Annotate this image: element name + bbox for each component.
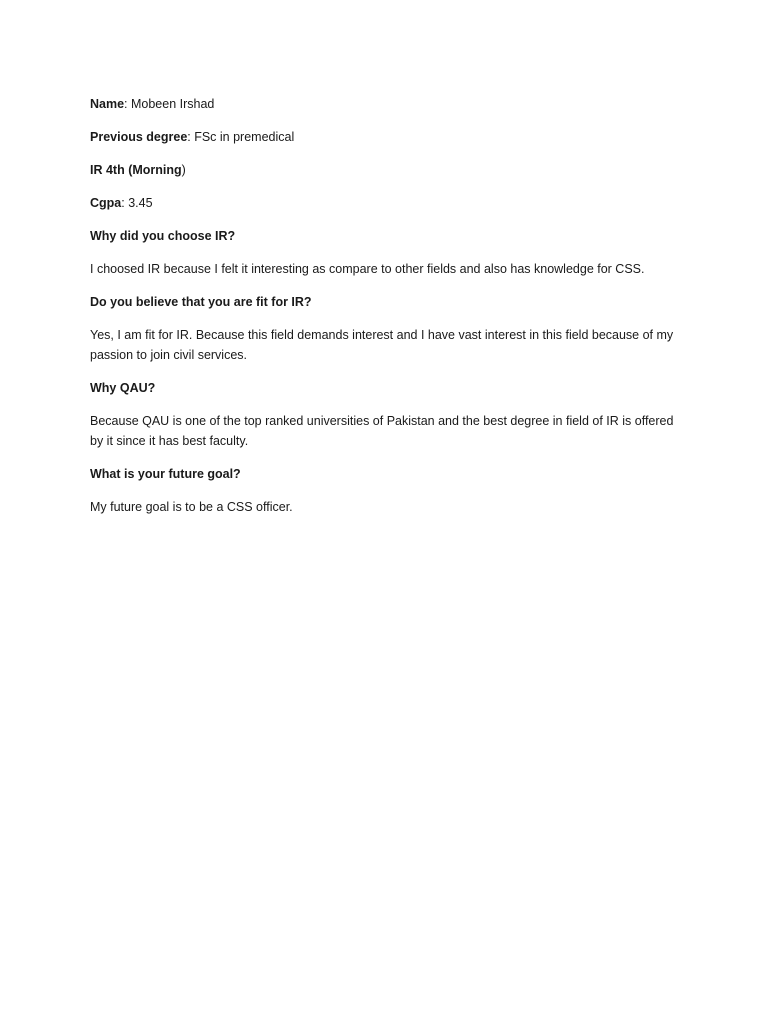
name-line <box>90 94 690 114</box>
question-why-qau: Why QAU? <box>90 381 156 395</box>
name-label: Name <box>90 97 125 111</box>
question-choose-ir: Why did you choose IR? <box>90 229 236 243</box>
program-line <box>90 160 690 180</box>
answer-future-goal: My future goal is to be a CSS officer. <box>90 500 293 514</box>
program-label: IR 4th (Morning <box>90 163 182 177</box>
answer-choose-ir: I choosed IR because I felt it interesting as compare to other fields and also has knowledge for CSS. <box>90 262 645 276</box>
previous-degree-label: Previous degree <box>90 130 188 144</box>
question-future-goal: What is your future goal? <box>90 467 241 481</box>
question-fit-for-ir: Do you believe that you are fit for IR? <box>90 295 312 309</box>
document-page <box>90 94 690 530</box>
previous-degree-line <box>90 127 690 147</box>
previous-degree-value: : FSc in premedical <box>187 130 295 144</box>
cgpa-line <box>90 193 690 213</box>
cgpa-label: Cgpa <box>90 196 122 210</box>
name-value: : Mobeen Irshad <box>124 97 215 111</box>
cgpa-value: : 3.45 <box>121 196 153 210</box>
answer-fit-for-ir: Yes, I am fit for IR. Because this field demands interest and I have vast interest in this field because of my passion to join civil services. <box>90 328 674 362</box>
answer-why-qau: Because QAU is one of the top ranked universities of Pakistan and the best degree in field of IR is offered by it since it has best faculty. <box>90 414 674 448</box>
program-suffix: ) <box>181 163 186 177</box>
